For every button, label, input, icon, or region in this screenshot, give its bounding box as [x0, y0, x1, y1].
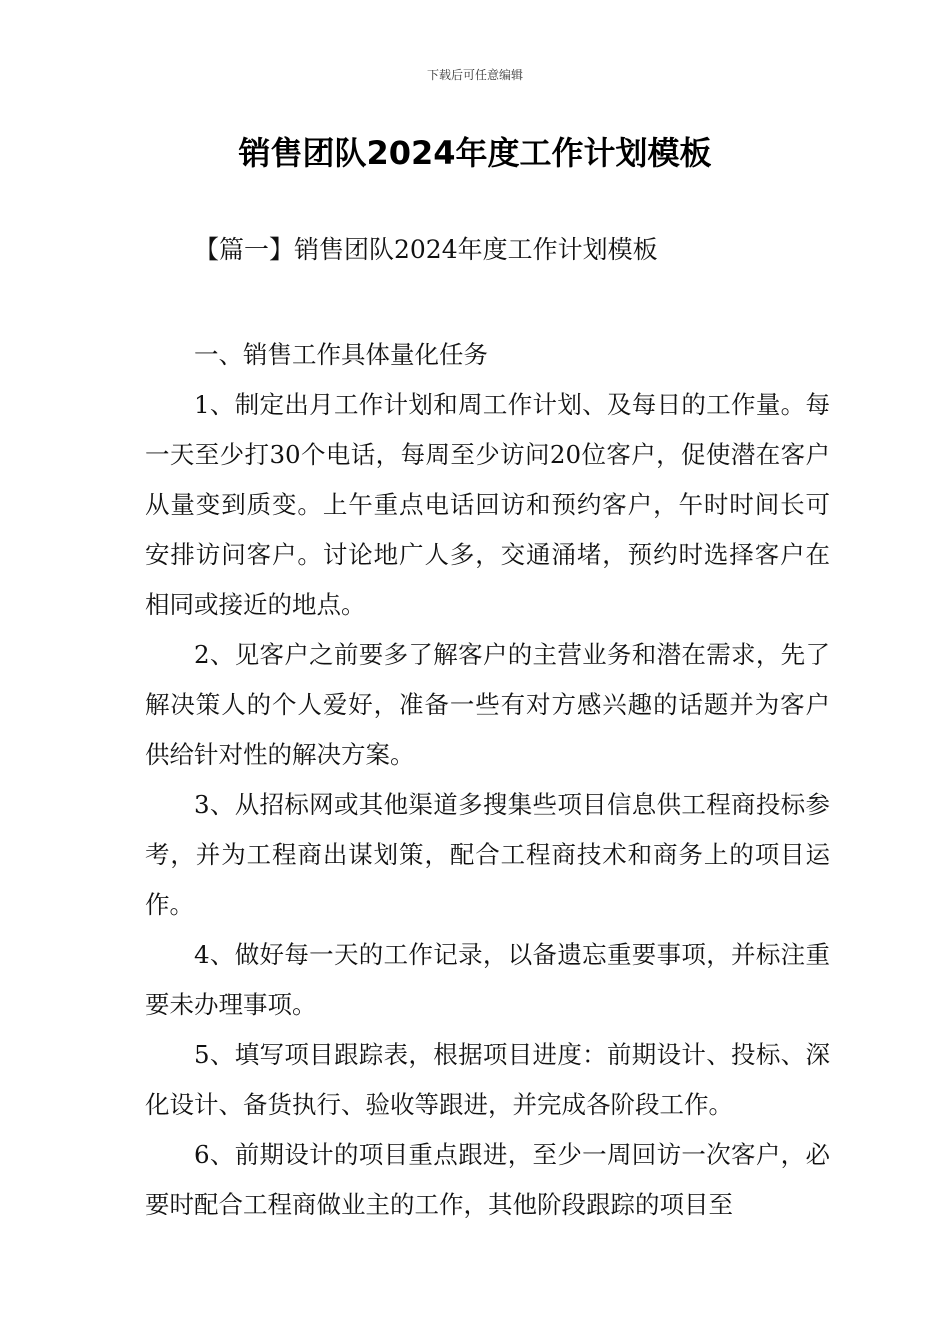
section-subtitle: 【篇一】销售团队2024年度工作计划模板	[194, 235, 658, 264]
body-paragraph: 6、前期设计的项目重点跟进，至少一周回访一次客户，必要时配合工程商做业主的工作，其他阶段跟踪的项目至	[145, 1140, 830, 1219]
body-paragraph: 2、见客户之前要多了解客户的主营业务和潜在需求，先了解决策人的个人爱好，准备一些有对方感兴趣的话题并为客户供给针对性的解决方案。	[145, 640, 830, 769]
body-paragraph: 一、销售工作具体量化任务	[194, 340, 488, 369]
body-paragraph: 5、填写项目跟踪表，根据项目进度：前期设计、投标、深化设计、备货执行、验收等跟进，并完成各阶段工作。	[145, 1040, 830, 1119]
document-body	[145, 330, 830, 1230]
document-title: 销售团队2024年度工作计划模板	[238, 134, 712, 172]
body-paragraph: 3、从招标网或其他渠道多搜集些项目信息供工程商投标参考，并为工程商出谋划策，配合工程商技术和商务上的项目运作。	[145, 790, 830, 919]
body-paragraph: 1、制定出月工作计划和周工作计划、及每日的工作量。每一天至少打30个电话，每周至少访问20位客户，促使潜在客户从量变到质变。上午重点电话回访和预约客户，午时时间长可安排访问客户。讨论地广人多，交通涌堵，预约时选择客户在相同或接近的地点。	[145, 390, 830, 619]
header-note: 下载后可任意编辑	[426, 68, 523, 82]
body-paragraph: 4、做好每一天的工作记录，以备遗忘重要事项，并标注重要未办理事项。	[145, 940, 830, 1019]
